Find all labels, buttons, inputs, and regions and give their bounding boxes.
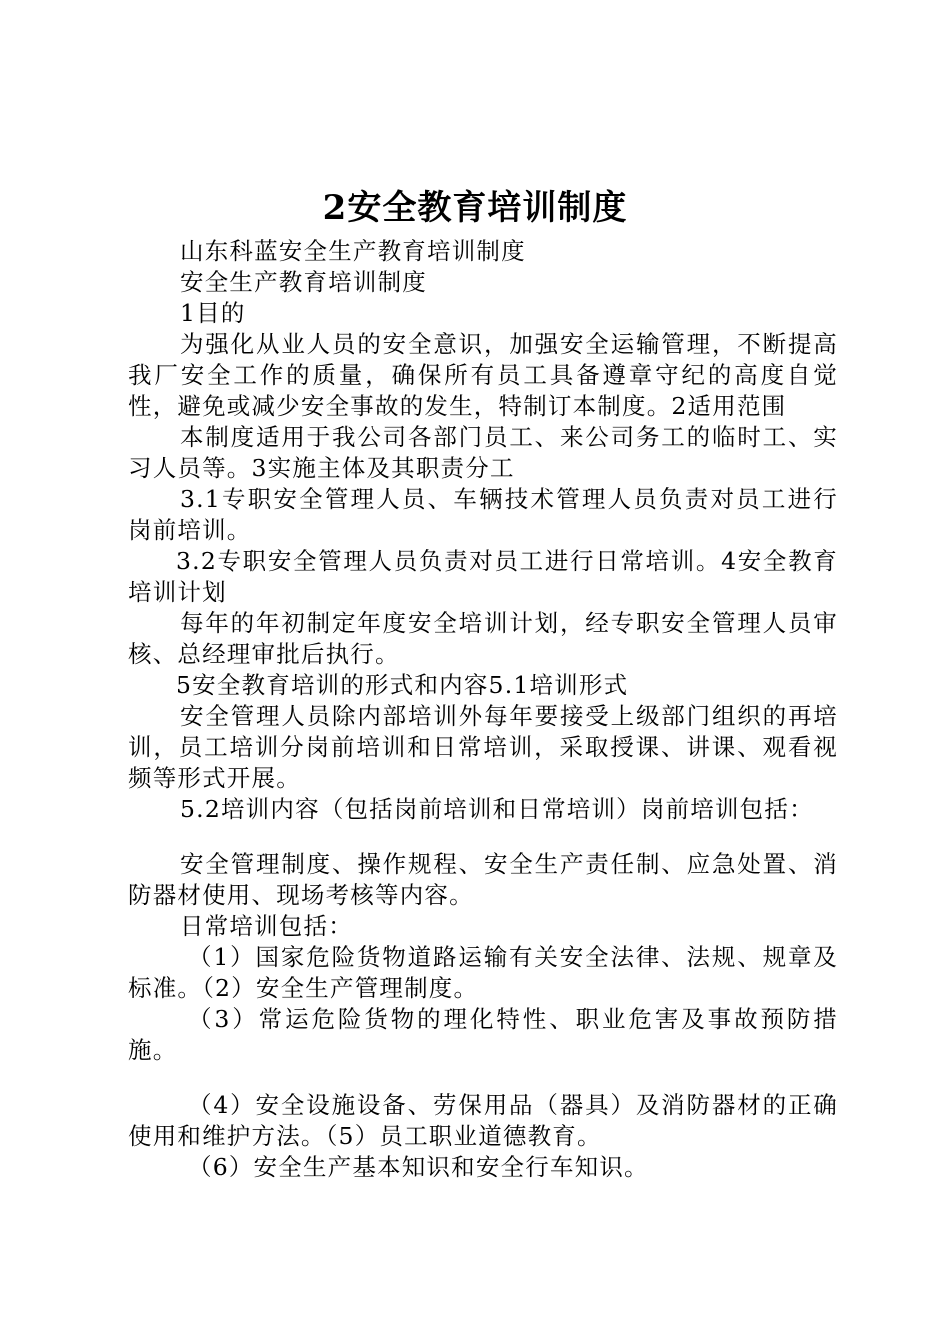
paragraph-item-1-2: （1）国家危险货物道路运输有关安全法律、法规、规章及标准。（2）安全生产管理制度。: [128, 943, 838, 1002]
paragraph-company-heading: 山东科蓝安全生产教育培训制度: [180, 237, 526, 265]
paragraph-section-1-heading: 1目的: [180, 299, 246, 327]
paragraph-purpose: 为强化从业人员的安全意识，加强安全运输管理，不断提高我厂安全工作的质量，确保所有员工具备遵章守纪的高度自觉性，避免或减少安全事故的发生，特制订本制度。2适用范围: [128, 330, 838, 420]
paragraph-daily-heading: 日常培训包括：: [180, 912, 353, 940]
paragraph-gap: [128, 1066, 838, 1090]
paragraph-training-form: 安全管理人员除内部培训外每年要接受上级部门组织的再培训，员工培训分岗前培训和日常培训，采取授课、讲课、观看视频等形式开展。: [128, 702, 838, 792]
paragraph-scope: 本制度适用于我公司各部门员工、来公司务工的临时工、实习人员等。3实施主体及其职责分工: [128, 423, 838, 482]
paragraph-3-1: 3.1专职安全管理人员、车辆技术管理人员负责对员工进行岗前培训。: [128, 485, 838, 544]
document-title: 2安全教育培训制度: [322, 188, 628, 228]
paragraph-item-4-5: （4）安全设施设备、劳保用品（器具）及消防器材的正确使用和维护方法。（5）员工职业道德教育。: [128, 1091, 838, 1150]
paragraph-section-5-heading: 5安全教育培训的形式和内容5.1培训形式: [176, 671, 629, 699]
paragraph-3-2: 3.2专职安全管理人员负责对员工进行日常培训。4安全教育培训计划: [128, 547, 838, 606]
paragraph-plan: 每年的年初制定年度安全培训计划，经专职安全管理人员审核、总经理审批后执行。: [128, 609, 838, 668]
document-body: [128, 236, 838, 1183]
paragraph-item-6: （6）安全生产基本知识和安全行车知识。: [188, 1153, 649, 1181]
paragraph-subtitle: 安全生产教育培训制度: [180, 268, 427, 296]
paragraph-gap: [128, 825, 838, 849]
paragraph-item-3: （3）常运危险货物的理化特性、职业危害及事故预防措施。: [128, 1005, 838, 1064]
paragraph-preservice-content: 安全管理制度、操作规程、安全生产责任制、应急处置、消防器材使用、现场考核等内容。: [128, 850, 838, 909]
paragraph-5-2: 5.2培训内容（包括岗前培训和日常培训）岗前培训包括：: [180, 795, 814, 823]
